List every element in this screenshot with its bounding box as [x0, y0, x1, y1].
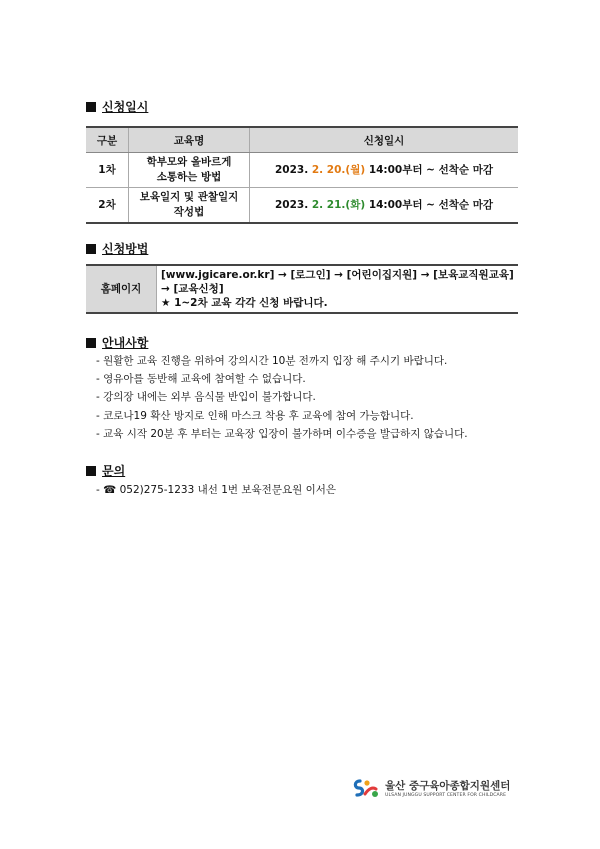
- course-name-line: 소통하는 방법: [156, 171, 222, 183]
- method-note: ★ 1~2차 교육 각각 신청 바랍니다.: [161, 297, 328, 309]
- date-highlight: 2. 21.(화): [311, 198, 366, 211]
- contact-line: [96, 482, 336, 497]
- contact-prefix: -: [96, 484, 100, 496]
- course-name-line: 작성법: [173, 206, 205, 218]
- square-bullet-icon: [86, 102, 96, 112]
- contact-text: 052)275-1233 내선 1번 보육전문요원 이서은: [119, 484, 337, 496]
- date-cell: [250, 153, 519, 188]
- logo-name-english: ULSAN JUNGGU SUPPORT CENTER FOR CHILDCARE: [385, 793, 507, 798]
- table-row: [86, 153, 518, 188]
- method-table: [86, 264, 518, 314]
- list-item: - 원활한 교육 진행을 위하여 강의시간 10분 전까지 입장 해 주시기 바랍니다.: [96, 355, 448, 367]
- section-heading-schedule: [86, 98, 148, 115]
- homepage-label: 홈페이지: [86, 265, 157, 313]
- square-bullet-icon: [86, 338, 96, 348]
- section-title: 신청일시: [102, 100, 149, 114]
- section-title: 신청방법: [102, 242, 149, 256]
- phone-icon: ☎: [103, 484, 117, 496]
- date-cell: [250, 188, 519, 224]
- method-content: [157, 265, 519, 313]
- column-header-course: 교육명: [129, 127, 250, 153]
- date-highlight: 2. 20.(월): [311, 163, 366, 176]
- column-header-date: 신청일시: [250, 127, 519, 153]
- course-name-line: 보육일지 및 관찰일지: [139, 191, 239, 203]
- square-bullet-icon: [86, 244, 96, 254]
- section-title: 안내사항: [102, 336, 149, 350]
- square-bullet-icon: [86, 466, 96, 476]
- table-header-row: [86, 127, 518, 153]
- notes-list: [96, 352, 468, 443]
- list-item: - 영유아를 동반해 교육에 참여할 수 없습니다.: [96, 373, 306, 386]
- logo-name-korean: 울산 중구육아종합지원센터: [385, 780, 511, 792]
- table-row: [86, 188, 518, 224]
- center-logo-icon: [351, 775, 381, 801]
- date-year: 2023.: [274, 163, 309, 176]
- round-cell: 2차: [86, 188, 129, 224]
- list-item: - 코로나19 확산 방지로 인해 마스크 착용 후 교육에 참여 가능합니다.: [96, 409, 414, 422]
- schedule-table: [86, 126, 518, 224]
- list-item: - 교육 시작 20분 후 부터는 교육장 입장이 불가하며 이수증을 발급하지 않습니다.: [96, 427, 468, 440]
- section-heading-notes: [86, 334, 148, 351]
- method-line: [www.jgicare.or.kr] → [로그인] → [어린이집지원] → [보육교직원교육]: [161, 269, 514, 281]
- list-item: - 강의장 내에는 외부 음식물 반입이 불가합니다.: [96, 391, 316, 404]
- date-year: 2023.: [274, 198, 309, 211]
- course-name-line: 학부모와 올바르게: [146, 156, 232, 168]
- section-heading-method: [86, 240, 148, 257]
- course-name-cell: [129, 153, 250, 188]
- table-row: [86, 265, 518, 313]
- date-time: 14:00부터 ~ 선착순 마감: [368, 163, 494, 176]
- course-name-cell: [129, 188, 250, 224]
- center-logo: [351, 775, 510, 801]
- section-heading-contact: [86, 462, 125, 479]
- section-title: 문의: [102, 464, 126, 478]
- column-header-round: 구분: [86, 127, 129, 153]
- date-time: 14:00부터 ~ 선착순 마감: [368, 198, 494, 211]
- round-cell: 1차: [86, 153, 129, 188]
- method-line: → [교육신청]: [161, 283, 224, 295]
